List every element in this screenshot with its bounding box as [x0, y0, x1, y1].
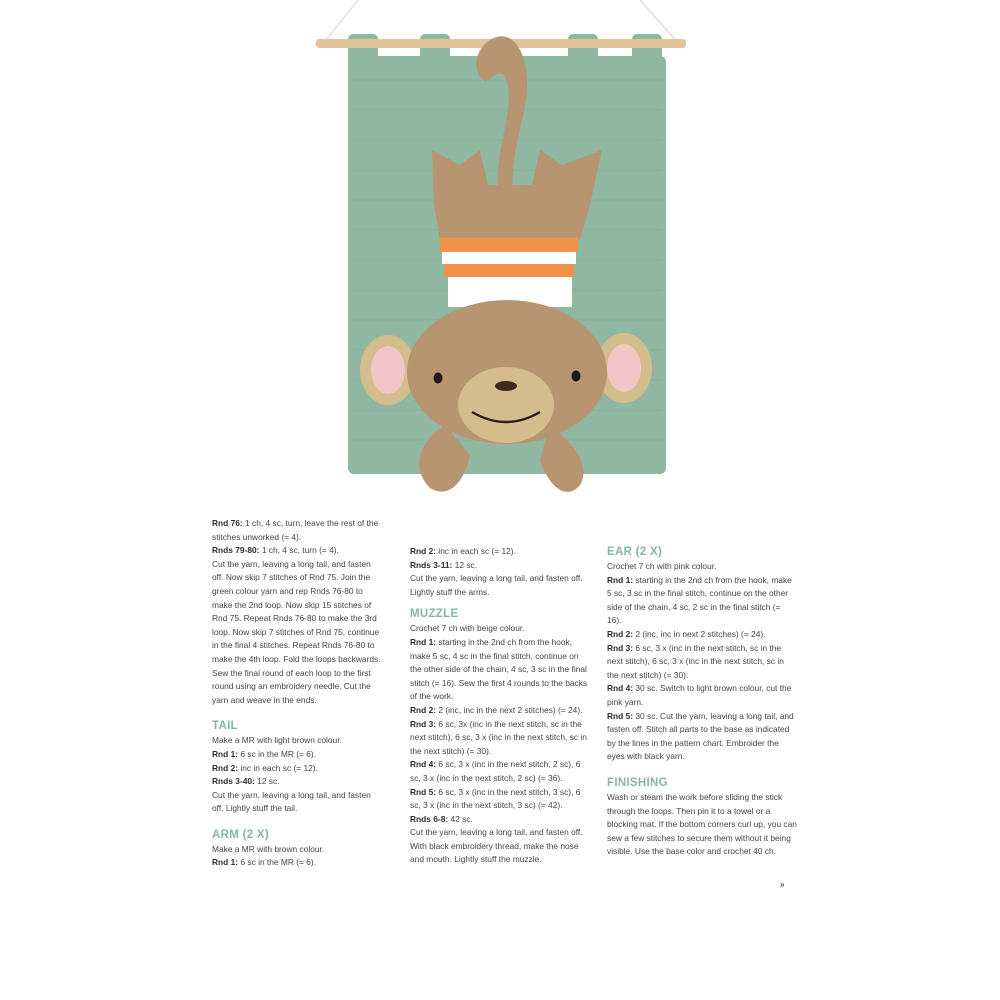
row-text: 1 ch, 4 sc, turn (= 4). [261, 545, 339, 556]
section-intro: Crochet 7 ch with beige colour. [410, 623, 525, 634]
row-label: Rnd 2: [410, 546, 437, 556]
section-heading-finishing: FINISHING [607, 776, 668, 789]
pattern-row [410, 636, 592, 704]
paragraph: Cut the yarn, leaving a long tail, and fasten off. Lightly stuff the tail. [212, 789, 371, 814]
row-text: inc in each sc (= 12). [438, 546, 516, 556]
section-intro: Make a MR with brown colour. [212, 843, 325, 854]
left-eye [434, 373, 443, 384]
row-text: 6 sc in the MR (= 6). [240, 748, 317, 759]
row-text: 6 sc in the MR (= 6). [240, 857, 317, 868]
row-label: Rnd 4: [410, 759, 437, 770]
text-column-3 [607, 545, 797, 859]
row-label: Rnd 1: [607, 574, 634, 585]
pattern-row [410, 758, 592, 785]
monkey-wall-hanging-photo [300, 0, 700, 510]
row-text: 6 sc, 3 x (inc in the next stitch, 3 sc), 6 sc, 3 x (inc in the next stitch, 3 sc) (= 42). [410, 786, 581, 811]
pattern-row [212, 775, 382, 789]
row-label: Rnds 6-8: [410, 813, 449, 824]
pattern-row [607, 628, 797, 642]
row-text: 1 ch, 4 sc, turn, leave the rest of the stitches unworked (= 4). [212, 518, 379, 542]
paragraph: Cut the yarn, leaving a long tail, and fasten off. With black embroidery thread, make the nose and mouth. Lightly stuff the muzzle. [410, 827, 583, 865]
pattern-row [410, 545, 592, 559]
row-label: Rnds 3-11: [410, 559, 453, 570]
section-heading-arm: ARM (2 X) [212, 828, 270, 841]
row-label: Rnd 4: [607, 683, 634, 694]
row-text: 6 sc, 3 x (inc in the next stitch, sc in the next stitch), 6 sc, 3 x (inc in the next stitch, sc in the next stitch) (= 30). [607, 642, 784, 680]
row-label: Rnd 2: [212, 762, 239, 773]
row-text: 6 sc, 3 x (inc in the next stitch, 2 sc), 6 sc, 3 x (inc in the next stitch, 2 sc) (= 36). [410, 759, 581, 783]
shirt-stripe-orange-2 [444, 264, 574, 277]
shirt-stripe-white-1 [442, 252, 576, 264]
section-intro: Make a MR with light brown colour. [212, 735, 342, 746]
row-label: Rnd 5: [410, 786, 437, 797]
row-label: Rnd 1: [212, 748, 239, 759]
row-text: 2 (inc, inc in the next 2 stitches) (= 24). [438, 704, 583, 715]
row-text: starting in the 2nd ch from the hook, make 5 sc, 4 sc in the final stitch, continue on the other side of the chain, 4 sc, 3 sc in the final stitch (= 16). Sew the first 4 rounds to the backs of the work. [410, 636, 588, 702]
pattern-row [607, 574, 797, 628]
pattern-row [212, 544, 382, 558]
pattern-row [212, 748, 382, 762]
row-text: 30 sc. Switch to light brown colour, cut the pink yarn. [607, 683, 792, 707]
pattern-row [410, 786, 592, 813]
pattern-row [212, 517, 382, 544]
row-text: 30 sc. Cut the yarn, leaving a long tail, and fasten off. Stitch all parts to the base as indicated by the lines in the pattern chart. Embroider the eyes with black yarn. [607, 710, 794, 762]
pattern-row [410, 813, 592, 827]
monkey-nose [495, 381, 517, 391]
section-intro: Crochet 7 ch with pink colour. [607, 561, 717, 571]
row-label: Rnds 3-40: [212, 776, 255, 787]
section-heading-ear: EAR (2 X) [607, 546, 663, 558]
row-text: starting in the 2nd ch from the hook, make 5 sc, 3 sc in the final stitch, continue on the other side of the chain, 4 sc, 2 sc in the final stitch (= 16). [607, 574, 792, 626]
monkey-muzzle [458, 367, 554, 443]
row-text: 12 sc. [454, 559, 478, 570]
section-heading-tail: TAIL [212, 720, 238, 733]
row-label: Rnds 79-80: [212, 545, 260, 556]
pattern-row [410, 704, 592, 718]
row-text: 42 sc. [450, 813, 473, 824]
row-label: Rnd 76: [212, 518, 243, 528]
pattern-row [410, 718, 592, 759]
pattern-row [607, 710, 797, 764]
paragraph: Cut the yarn, leaving a long tail, and fasten off. Now skip 7 stitches of Rnd 75. Join the green colour yarn and rep Rnds 76-80 to make the 2nd loop. Now skip 15 stitches of Rnd 75. Repeat Rnds 76-80 to make the 3rd loop. Now skip 7 stitches of Rnd 75, continue in the final 4 stitches. Repeat Rnds 76-80 to make the 4th loop. Fold the loops backwards. Sew the final round of each loop to the first round using an embroidery needle. Cut the yarn and weave in the ends. [212, 558, 381, 705]
pattern-row [212, 856, 382, 870]
paragraph: Wash or steam the work before sliding the stick through the loops. Then pin it to a towel or a blocking mat. If the bottom corners curl up, you can sew a few stitches to secure them without it being visible. Use the base color and crochet 40 ch. [607, 791, 797, 857]
row-label: Rnd 2: [410, 704, 437, 715]
text-column-2 [410, 545, 592, 867]
row-label: Rnd 5: [607, 710, 634, 721]
text-column-1 [212, 517, 382, 870]
right-eye [572, 371, 581, 382]
row-label: Rnd 2: [607, 628, 634, 639]
row-label: Rnd 3: [607, 642, 634, 653]
continue-marker: » [780, 880, 785, 889]
paragraph: Cut the yarn, leaving a long tail, and fasten off. Lightly stuff the arms. [410, 573, 583, 597]
pattern-row [410, 559, 592, 573]
row-label: Rnd 3: [410, 718, 437, 729]
row-text: 2 (inc, inc in next 2 stitches) (= 24). [635, 628, 766, 639]
pattern-row [212, 762, 382, 776]
section-heading-muzzle: MUZZLE [410, 608, 459, 621]
row-label: Rnd 1: [212, 857, 239, 868]
row-text: 6 sc, 3x (inc in the next stitch, sc in the next stitch), 6 sc, 3 x (inc in the next stitch, sc in the next stitch) (= 30). [410, 718, 587, 756]
row-text: 12 sc. [257, 776, 280, 787]
right-ear-inner [607, 344, 641, 392]
pattern-row [607, 682, 797, 709]
pattern-row [607, 642, 797, 683]
row-text: inc in each sc (= 12). [240, 762, 318, 773]
shirt-stripe-orange-1 [440, 238, 578, 252]
row-label: Rnd 1: [410, 636, 437, 647]
left-ear-inner [371, 346, 405, 394]
